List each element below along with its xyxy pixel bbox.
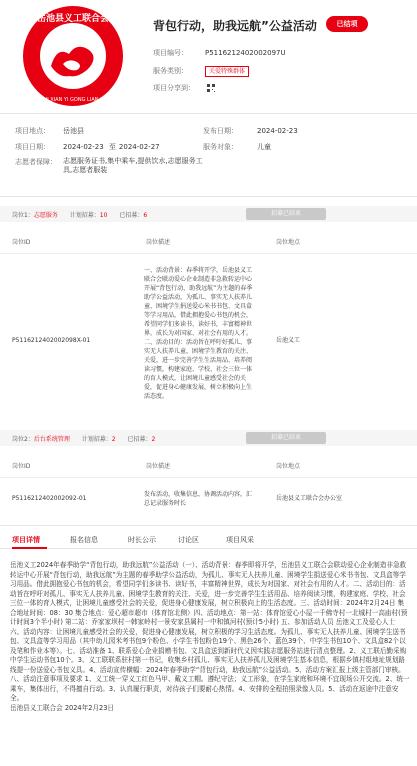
position-id: P5116212402002098X-01	[12, 337, 91, 344]
tab-project-gallery[interactable]: 项目风采	[226, 536, 254, 544]
service-category-tag: 关爱特殊群体	[205, 66, 249, 77]
detail-tabs	[0, 531, 417, 549]
service-target-row: 服务对象： 儿童	[203, 143, 271, 151]
status-badge: 已结项	[326, 16, 368, 32]
guarantee-row: 志愿者保障： 志愿服务证书,集中乘车,提供饮水,志愿服务工具,志愿者服装	[15, 157, 203, 174]
position-1-table	[0, 222, 417, 426]
position-location: 岳池义工	[276, 337, 301, 344]
project-number-row: 项目编号： P5116212402002097U	[153, 49, 286, 57]
service-category-row: 服务类别： 关爱特殊群体	[153, 66, 249, 77]
col-header-desc: 岗位描述	[146, 239, 171, 246]
share-row: 项目分享到：	[153, 83, 215, 93]
location-row: 项目地点： 岳池县	[15, 127, 84, 135]
header-divider	[0, 113, 417, 114]
recruitment-closed-button[interactable]: 招募已结束	[246, 208, 326, 220]
tab-hours-public[interactable]: 时长公示	[128, 536, 156, 544]
col-header-id: 岗位ID	[12, 463, 31, 470]
detail-signature: 岳池县义工联合会 2024年2月23日	[10, 703, 114, 712]
svg-text:岳池县义工联合会: 岳池县义工联合会	[36, 14, 110, 24]
period-row: 项目日期： 2024-02-23 至 2024-02-27	[15, 143, 160, 151]
tab-signup-info[interactable]: 报名信息	[70, 536, 98, 544]
recruitment-closed-button-2[interactable]: 招募已结束	[246, 432, 326, 444]
active-tab-indicator	[12, 547, 47, 549]
col-header-id: 岗位ID	[12, 239, 31, 246]
project-detail-text: 岳池义工2024年春季助学“背包行动，助我远航”公益活动（一）、活动背景：春季即将开学，岳池县义工联合会联动爱心企业制造非急救转运中心开展“背包行动，助我远航”为主题的春季助学公益活动，为孤儿、事实无人扶养儿童、困境学生捐送爱心米书书包、文具盒等学习用品。借此拥抱爱心书包的机会，希望同学们多读书、读好书，丰富精神世界，成长为对国家、对社会有用的人才。二、活动目的：活动旨在呼吁对孤儿、事实无人扶养儿童、困境学生教育的关注、关爱，进一步完善学生生活用品、培养阅读习惯，构建家庭、学校、社会三位一体的育人模式，让困境儿童感受社会的关爱，促进身心健康发展，树立积极向上的生活态度。三、活动时间：2024年2月24日 集合地址时间：08：30 集合地点：爱心超市超市（体育馆北侧）四、活动地点：第一站：体育馆爱心小屋一千佛寺村一北城村一高庙村(预计时间3个半小时) 第二站：乔家家坝村一韩家岭村一景安家县属村一中和镇河村(预计5小时) 五、参加活动人员 岳池义工及爱心人士 六、活动内容：让困境儿童感受社会的关爱，促进身心健康发展，树立积极的学习生活态度。为孤儿、事实无人扶养儿童、困境学生送书包、文具盒等学习用品（其中幼儿园米考书包9个粉色、小学生书包粉色19个、黑色26个、蓝色39个、中学生书包10个、文具盒82个以及笔和作业本等）。七、活动准备 1、联系爱心企业捐赠书包、文具盒送到新时代义因实践志愿服务站进行清点整理。2、义工联后勤采购中学生运动书包10个。3、义工联联系驻村第一书记，收集乡村孤儿、事实无人扶养孤儿及困境学生基本信息，根据乡镇村组地址规划路线提一份送爱心书包义具。4、活动宣传横幅：2024年春季助学“背包行动，助我远航”公益活动。5、活动方案汇报上级主管部门审核。八、活动注意事项及要求 1、义工统一穿义工红色马甲、戴义工帽。遵纪守法；义工形象，在学生家庭和环境不宜现场公开交流。2、统一乘车，集体出行，不得擅自行动。3、认真履行职责，对待孩子们要耐心热情。4、安排的全程拍照录像人员。5、活动在返途中注意安全。 岳池县义工联合会 2024年2月23日	[10, 561, 410, 712]
col-header-location: 岗位地点	[276, 463, 301, 470]
tab-project-detail[interactable]: 项目详情	[12, 536, 40, 544]
project-info	[0, 120, 417, 186]
tables-divider	[0, 525, 417, 526]
publish-date-row: 发布日期： 2024-02-23	[203, 127, 298, 135]
position-2-table	[0, 446, 417, 522]
project-title: 背包行动，助我远航”公益活动	[153, 19, 317, 33]
position-location: 岳池县义工联合会办公室	[276, 495, 343, 502]
svg-text:YUE CHI XIAN YI GONG LIAN HE H: YUE CHI XIAN YI GONG LIAN HE HUI	[28, 97, 118, 103]
position-id: P5116212402002092-01	[12, 495, 87, 502]
position-desc: 发布活动，收集信息，协调活动内容，汇总记录服务时长	[144, 491, 253, 507]
info-divider	[0, 196, 417, 197]
organization-logo	[7, 6, 140, 107]
qr-code-icon[interactable]	[207, 84, 215, 92]
position-desc: 一、活动背景：春季将开学，岳池县义工联合会联动爱心企业制造非急救转运中心开展“背包行动，助我远航”为主题的春季助学公益活动，为孤儿、事实无人扶养儿童、困境学生捐送爱心米书书包、文具盒等学习用品，借此拥抱爱心书包的机会，希望同学们多读书、读好书，丰富精神世界，成长为对国家、对社会有用的人才。二、活动目的：活动旨在呼吁好孤儿、事实无人扶养儿童，困境学生教育的关注、关爱，进一步完善学生生活用品、培养阅读习惯，构建家庭、学校、社会三位一体的育人模式，让困境儿童感受社会的关爱，促进身心健康发展，树立积极向上生活态度。	[144, 267, 253, 400]
col-header-location: 岗位地点	[276, 239, 301, 246]
project-header	[0, 0, 417, 113]
col-header-desc: 岗位描述	[146, 463, 171, 470]
position-2-bar: 岗位2：后台系统管理 计划招募：2 已招募：2 招募已结束	[0, 430, 417, 446]
tab-discussion[interactable]: 讨论区	[178, 536, 199, 544]
position-1-bar: 岗位1：志愿服务 计划招募：10 已招募：6 招募已结束	[0, 206, 417, 222]
